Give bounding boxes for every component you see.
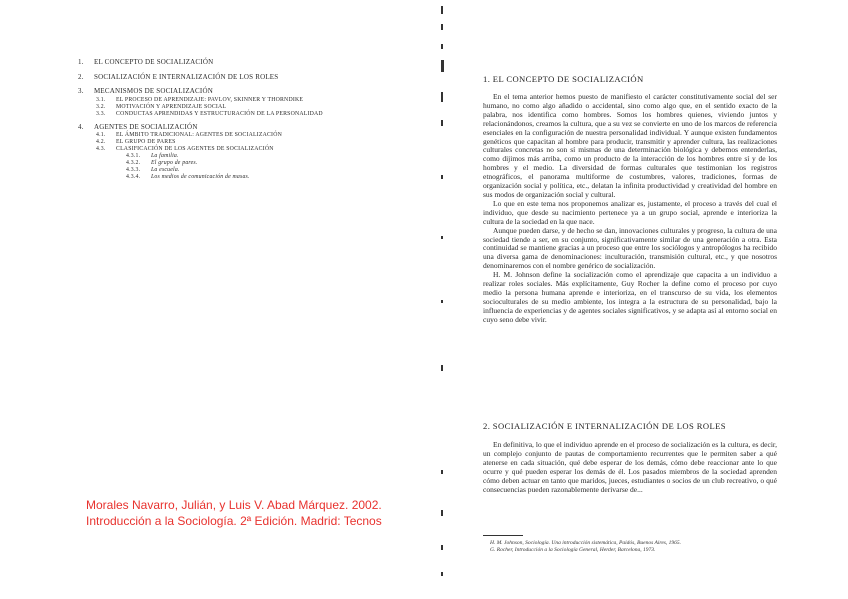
citation-line: Morales Navarro, Julián, y Luis V. Abad Márquez. 2002. bbox=[86, 498, 382, 512]
toc-subitem-number: 4.3. bbox=[96, 146, 106, 153]
toc-subitem-label: EL ÁMBITO TRADICIONAL: AGENTES DE SOCIALIZACIÓN bbox=[116, 132, 282, 139]
toc-subsubitem-number: 4.3.1. bbox=[126, 153, 141, 160]
footnotes bbox=[490, 540, 780, 554]
citation-line: Introducción a la Sociología. 2ª Edición. Madrid: Tecnos bbox=[86, 514, 382, 528]
toc-subsubitem-number: 4.3.3. bbox=[126, 167, 141, 174]
toc-item-number: 1. bbox=[78, 58, 84, 66]
paragraph: En el tema anterior hemos puesto de manifiesto el carácter constitutivamente social del ser humano, no como algo añadido o accidental, sino como algo que, en el sentido exacto de la palabra, nos identifica como hombres. Somos los hombres quienes, viviendo juntos y relacionándonos, creamos la cultura, que a su vez se convierte en uno de los marcos de referencia esenciales en la configuración de nuestra personalidad individual. Y aunque existen fundamentos genéticos que capacitan al hombre para producir, transmitir y aprender cultura, las realizaciones culturales concretas no son sí mismas de una determinación biológica y debemos entenderlas, como dijimos más arriba, como un producto de la interacción de los hombres entre sí y de los hombres y el medio. La diversidad de formas culturales que testimonian los registros etnográficos, el panorama multiforme de costumbres, valores, tradiciones, formas de organización social y política, etc., delatan la infinita productividad y creatividad del hombre en sus modos de organización social y cultural. bbox=[483, 92, 777, 199]
footnote: H. M. Johnson, Sociología. Una introducción sistemática, Paidós, Buenos Aires, 1965. bbox=[490, 540, 682, 546]
toc-item-label: EL CONCEPTO DE SOCIALIZACIÓN bbox=[94, 58, 214, 66]
toc-subsubitem bbox=[78, 167, 433, 174]
toc-item bbox=[78, 73, 433, 82]
toc-item bbox=[78, 87, 433, 96]
toc-subitem-label: EL PROCESO DE APRENDIZAJE: PAVLOV, SKINNER Y THORNDIKE bbox=[116, 96, 304, 103]
toc-subitem-label: CLASIFICACIÓN DE LOS AGENTES DE SOCIALIZACIÓN bbox=[116, 146, 274, 153]
toc-subsubitem-number: 4.3.2. bbox=[126, 160, 141, 167]
footnote: G. Rocher, Introducción a la Sociología General, Herder, Barcelona, 1973. bbox=[490, 547, 656, 553]
toc-subitem bbox=[78, 132, 433, 139]
toc-subitem bbox=[78, 111, 433, 118]
section-heading: 1. EL CONCEPTO DE SOCIALIZACIÓN bbox=[483, 74, 644, 84]
toc-subitem-number: 4.1. bbox=[96, 132, 106, 139]
toc-item-number: 4. bbox=[78, 122, 84, 131]
toc-item-label: SOCIALIZACIÓN E INTERNALIZACIÓN DE LOS ROLES bbox=[94, 72, 279, 81]
toc-item-number: 2. bbox=[78, 72, 84, 81]
toc-item bbox=[78, 123, 433, 132]
toc-subsubitem-label: La escuela. bbox=[151, 167, 180, 174]
paragraph: Aunque pueden darse, y de hecho se dan, innovaciones culturales y progreso, la cultura de una sociedad tiende a ser, en su conjunto, significativamente similar de una generación a otra. Esta continuidad se mantiene gracias a un proceso que entre los sociólogos y antropólogos ha recibido una diversa gama de denominaciones: inculturación, transmisión cultural, etc., y que nosotros denominaremos con el nombre genérico de socialización. bbox=[483, 225, 777, 271]
toc-subitem-label: MOTIVACIÓN Y APRENDIZAJE SOCIAL bbox=[116, 103, 227, 110]
toc-subitem bbox=[78, 146, 433, 153]
toc-subitem-number: 3.2. bbox=[96, 103, 106, 110]
toc-subitem-label: EL GRUPO DE PARES bbox=[116, 139, 176, 146]
toc-subsubitem-label: La familia. bbox=[151, 153, 179, 160]
toc-subsubitem-number: 4.3.4. bbox=[126, 174, 141, 181]
toc-subsubitem bbox=[78, 174, 433, 181]
toc-item bbox=[78, 58, 433, 67]
toc-subitem-number: 4.2. bbox=[96, 139, 106, 146]
paragraph: H. M. Johnson define la socialización como el aprendizaje que capacita a un individuo a realizar roles sociales. Más explícitamente, Guy Rocher la define como el proceso por cuyo medio la persona humana aprende e interioriza, en el transcurso de su vida, los elementos socioculturales de su medio ambiente, los integra a la estructura de su personalidad, bajo la influencia de experiencias y de agentes sociales significativos, y se adapta así al entorno social en cuyo seno debe vivir. bbox=[483, 270, 777, 324]
citation-note bbox=[86, 497, 426, 529]
toc-subitem-label: CONDUCTAS APRENDIDAS Y ESTRUCTURACIÓN DE LA PERSONALIDAD bbox=[116, 110, 323, 117]
toc-subitem bbox=[78, 97, 433, 104]
toc-subsubitem-label: El grupo de pares. bbox=[151, 160, 198, 167]
toc-subitem bbox=[78, 104, 433, 111]
section-body bbox=[483, 441, 777, 494]
toc-subsubitem bbox=[78, 160, 433, 167]
section-body bbox=[483, 93, 777, 325]
toc-item-label: MECANISMOS DE SOCIALIZACIÓN bbox=[94, 87, 213, 96]
paragraph: Lo que en este tema nos proponemos analizar es, justamente, el proceso a través del cual el individuo, que desde su nacimiento pertenece ya a un grupo social, aprende e interioriza la cultura de la sociedad en la que nace. bbox=[483, 198, 777, 226]
table-of-contents bbox=[78, 58, 433, 181]
toc-subsubitem-label: Los medios de comunicación de masas. bbox=[151, 174, 250, 181]
toc-subitem-number: 3.3. bbox=[96, 110, 106, 117]
toc-subsubitem bbox=[78, 153, 433, 160]
toc-item-number: 3. bbox=[78, 87, 84, 96]
toc-subitem-number: 3.1. bbox=[96, 96, 106, 103]
footnote-rule bbox=[483, 535, 523, 536]
section-heading: 2. SOCIALIZACIÓN E INTERNALIZACIÓN DE LOS ROLES bbox=[483, 421, 726, 431]
toc-item-label: AGENTES DE SOCIALIZACIÓN bbox=[94, 122, 198, 131]
paragraph: En definitiva, lo que el individuo aprende en el proceso de socialización es la cultura, es decir, un complejo conjunto de pautas de comportamiento recurrentes que le permiten saber a qué atenerse en cada situación, qué debe esperar de los demás, cómo debe reaccionar ante lo que ocurre y qué pueden esperar los demás de él. Los pasados miembros de la sociedad aprenden cómo deben actuar en tanto que maridos, jueces, estudiantes o socios de un club recreativo, o qué consecuencias pueden razonablemente derivarse de... bbox=[483, 440, 777, 494]
